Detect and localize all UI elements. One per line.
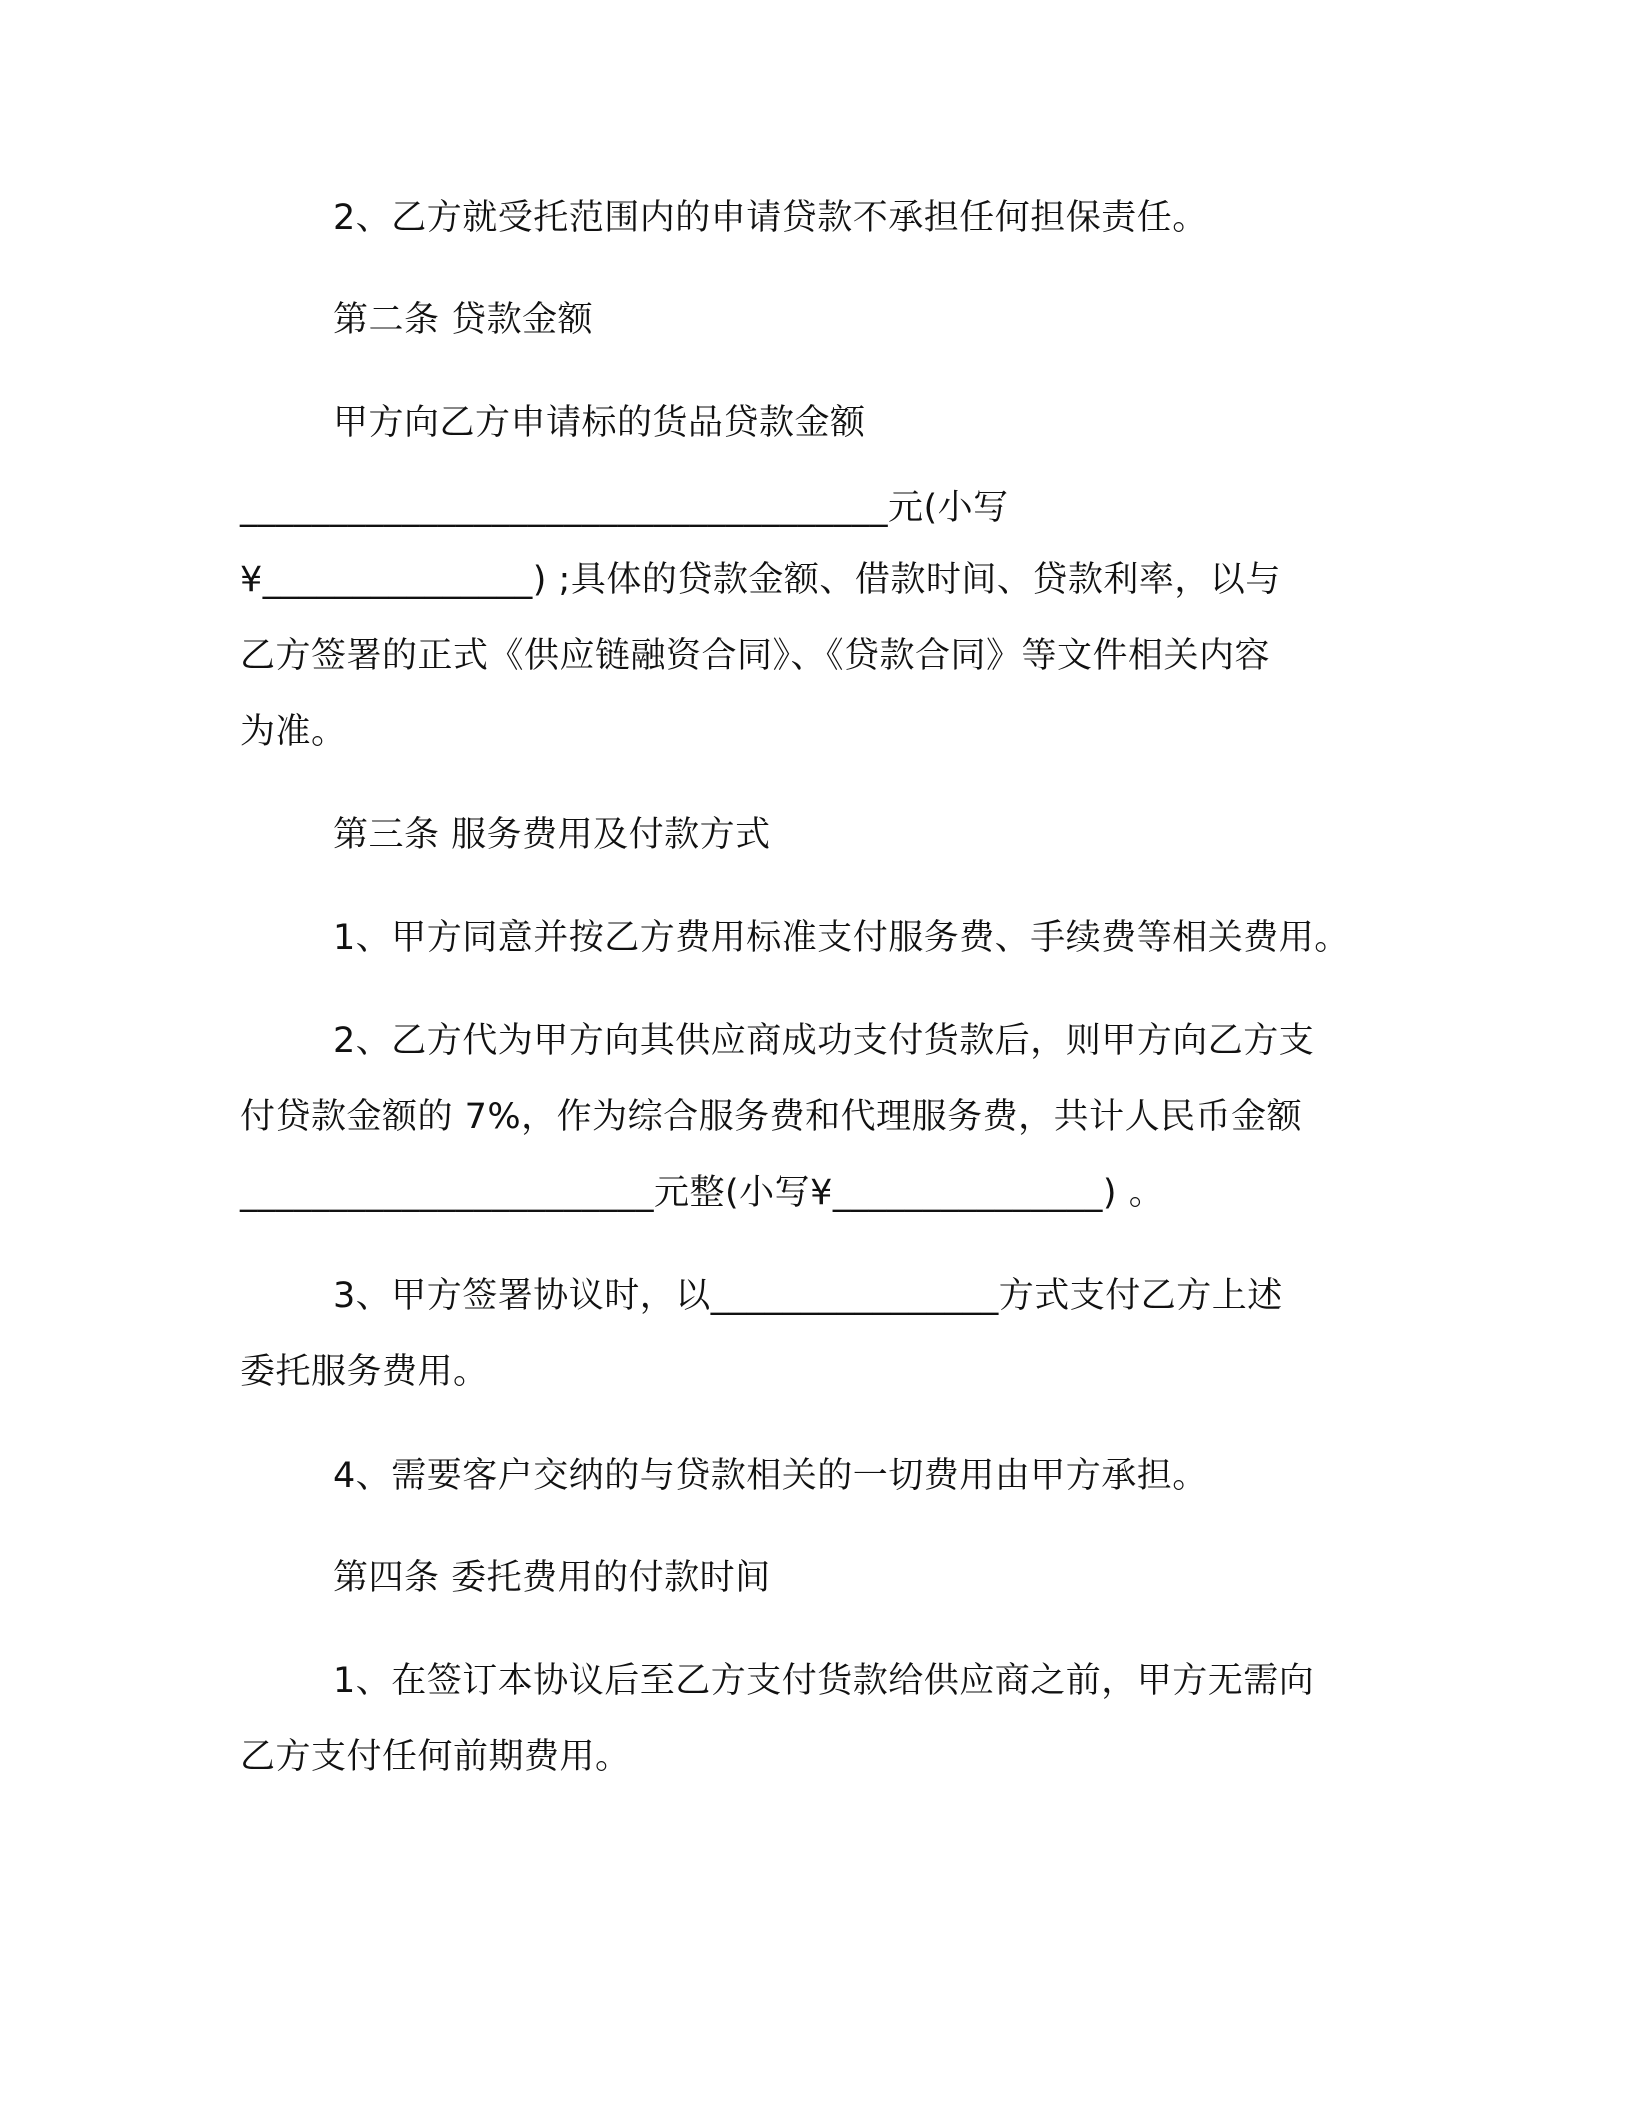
clause-2-service-fee: 2、乙方代为甲方向其供应商成功支付货款后，则甲方向乙方支 [333,1021,1315,1061]
paragraph-loan-amount-end: 为准。 [240,712,347,752]
paragraph-loan-amount-small: ¥_______________) ;具体的贷款金额、借款时间、贷款利率，以与 [240,560,1281,600]
paragraph-loan-amount-blank: ____________________________________元(小写 [240,488,1009,528]
clause-3-payment-method-cont: 委托服务费用。 [240,1352,489,1392]
section-heading-loan-amount: 第二条 贷款金额 [333,300,594,340]
clause-3-payment-method: 3、甲方签署协议时，以________________方式支付乙方上述 [333,1276,1283,1316]
clause-4-customer-fees: 4、需要客户交纳的与贷款相关的一切费用由甲方承担。 [333,1456,1208,1496]
clause-2-no-guarantee: 2、乙方就受托范围内的申请贷款不承担任何担保责任。 [333,198,1208,238]
clause-1-fee-agreement: 1、甲方同意并按乙方费用标准支付服务费、手续费等相关费用。 [333,918,1350,958]
clause-1-no-upfront-fee: 1、在签订本协议后至乙方支付货款给供应商之前，甲方无需向 [333,1661,1315,1701]
clause-2-service-fee-cont: 付贷款金额的 7%，作为综合服务费和代理服务费，共计人民币金额 [240,1097,1303,1137]
clause-2-service-fee-amount: _______________________元整(小写¥_______________) 。 [240,1173,1165,1213]
section-heading-payment-time: 第四条 委托费用的付款时间 [333,1558,771,1598]
paragraph-loan-amount-contracts: 乙方签署的正式《供应链融资合同》、《贷款合同》等文件相关内容 [240,636,1271,676]
clause-1-no-upfront-fee-cont: 乙方支付任何前期费用。 [240,1737,631,1777]
section-heading-service-fees: 第三条 服务费用及付款方式 [333,815,771,855]
paragraph-loan-amount: 甲方向乙方申请标的货品贷款金额 [333,403,866,443]
